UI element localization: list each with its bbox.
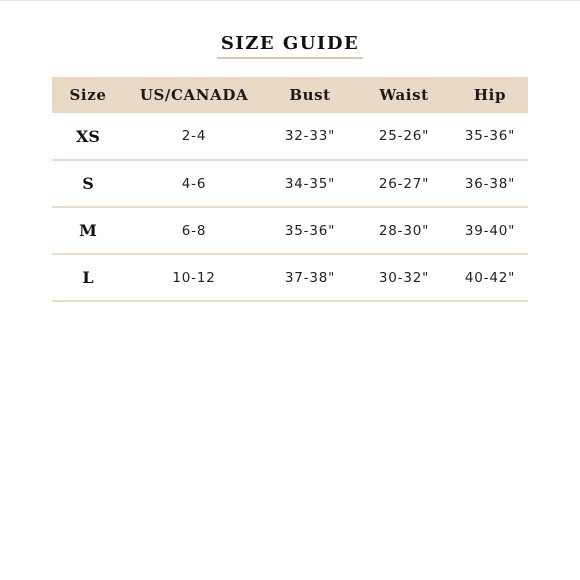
- bust-value: 34-35": [284, 175, 336, 192]
- title-container: [0, 33, 580, 59]
- us-canada-value: 4-6: [181, 175, 207, 192]
- hip-value: 39-40": [464, 222, 516, 239]
- size-label: L: [82, 268, 94, 287]
- table-row: [52, 255, 528, 302]
- header-bust: Bust: [289, 86, 331, 104]
- table-row: [52, 208, 528, 255]
- size-label: S: [82, 174, 94, 193]
- size-guide-table: [52, 77, 528, 302]
- hip-value: 40-42": [464, 269, 516, 286]
- us-canada-value: 6-8: [181, 222, 207, 239]
- waist-value: 30-32": [378, 269, 430, 286]
- bust-value: 37-38": [284, 269, 336, 286]
- bust-value: 32-33": [284, 128, 336, 144]
- size-label: M: [79, 221, 97, 240]
- top-divider: [0, 0, 580, 1]
- hip-value: 35-36": [464, 128, 516, 144]
- hip-value: 36-38": [464, 175, 516, 192]
- header-size: Size: [69, 86, 107, 104]
- us-canada-value: 10-12: [172, 269, 216, 286]
- table-row: [52, 161, 528, 208]
- bust-value: 35-36": [284, 222, 336, 239]
- header-waist: Waist: [379, 86, 429, 104]
- table-header-row: [52, 77, 528, 113]
- us-canada-value: 2-4: [181, 128, 207, 144]
- waist-value: 28-30": [378, 222, 430, 239]
- waist-value: 26-27": [378, 175, 430, 192]
- size-label: XS: [76, 126, 100, 146]
- header-hip: Hip: [473, 86, 507, 104]
- waist-value: 25-26": [378, 128, 430, 144]
- page-title: SIZE GUIDE: [217, 33, 363, 59]
- header-us-canada: US/CANADA: [139, 86, 249, 104]
- table-row: [52, 113, 528, 161]
